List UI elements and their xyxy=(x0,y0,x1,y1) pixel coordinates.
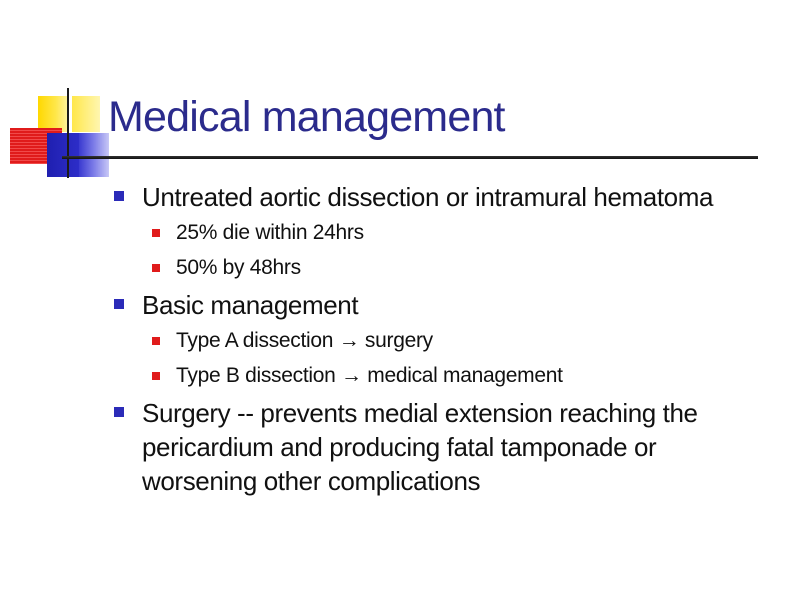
bullet-text: Untreated aortic dissection or intramural hematoma xyxy=(142,182,714,212)
decorative-blue-square xyxy=(47,133,79,177)
sub-bullet-text: Type A dissection → surgery xyxy=(176,329,433,352)
decorative-yellow-square xyxy=(38,96,68,132)
sub-bullet-item xyxy=(112,361,752,391)
bullet-list xyxy=(112,180,752,502)
bullet-text: Basic management xyxy=(142,290,359,320)
bullet-item xyxy=(112,396,752,498)
sub-bullet-item xyxy=(112,326,752,356)
title-divider xyxy=(62,156,758,159)
sub-bullet-item xyxy=(112,253,752,283)
bullet-text: Surgery -- prevents medial extension reaching the pericardium and producing fatal tamponade or worsening other complications xyxy=(142,398,698,496)
square-bullet-icon xyxy=(114,299,124,309)
decorative-vertical-line xyxy=(67,88,69,178)
square-bullet-icon xyxy=(114,407,124,417)
sub-bullet-text: 25% die within 24hrs xyxy=(176,221,364,244)
decorative-blue-gradient-square xyxy=(79,133,109,177)
bullet-item xyxy=(112,288,752,322)
sub-bullet-text: Type B dissection → medical management xyxy=(176,364,563,387)
square-bullet-icon xyxy=(152,372,160,380)
sub-bullet-text: 50% by 48hrs xyxy=(176,256,301,279)
bullet-item xyxy=(112,180,752,214)
square-bullet-icon xyxy=(114,191,124,201)
decorative-yellow-square-light xyxy=(72,96,100,132)
square-bullet-icon xyxy=(152,264,160,272)
sub-bullet-item xyxy=(112,218,752,248)
square-bullet-icon xyxy=(152,337,160,345)
slide-title: Medical management xyxy=(108,93,505,141)
square-bullet-icon xyxy=(152,229,160,237)
